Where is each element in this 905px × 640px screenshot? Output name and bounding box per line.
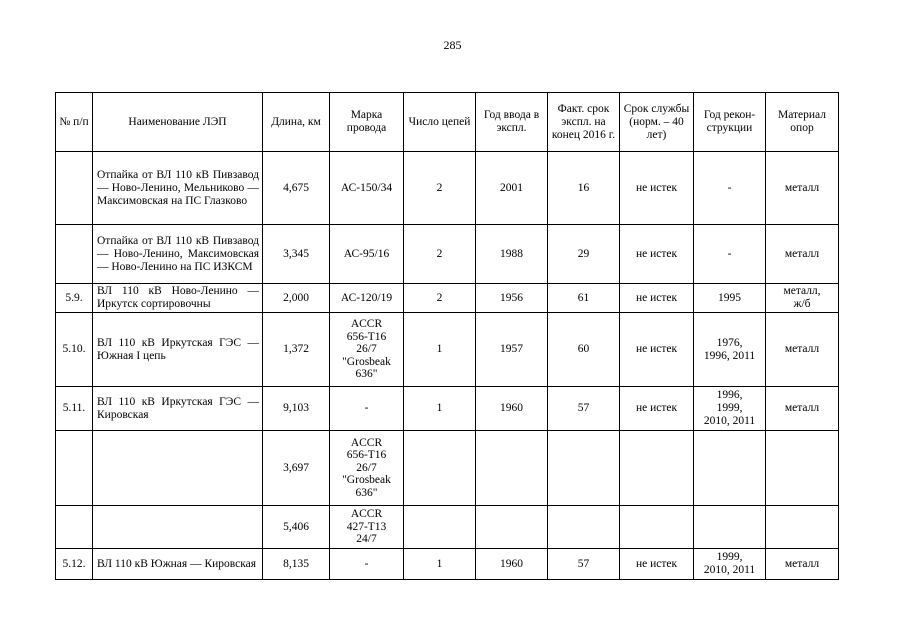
header-line-name: Наименование ЛЭП (93, 93, 263, 152)
cell-year-commissioned: 1956 (476, 284, 548, 313)
cell-circuits: 2 (404, 284, 476, 313)
table-row (56, 313, 839, 387)
cell-line-name: ВЛ 110 кВ Иркутская ГЭС — Кировская (93, 387, 263, 431)
cell-year-commissioned (476, 431, 548, 506)
cell-service-life: не истек (620, 313, 694, 387)
cell-line-name: ВЛ 110 кВ Южная — Кировская (93, 549, 263, 580)
cell-wire-brand: - (330, 549, 404, 580)
cell-service-life: не истек (620, 387, 694, 431)
cell-wire-brand: ACCR 656-T16 26/7 "Grosbeak 636" (330, 431, 404, 506)
cell-reconstruction-year: 1976, 1996, 2011 (694, 313, 766, 387)
cell-year-commissioned: 2001 (476, 152, 548, 225)
cell-length: 2,000 (263, 284, 330, 313)
power-lines-table (55, 92, 839, 580)
cell-length: 3,697 (263, 431, 330, 506)
cell-circuits: 2 (404, 152, 476, 225)
table-row (56, 152, 839, 225)
cell-actual-service: 16 (548, 152, 620, 225)
header-support-material: Материал опор (766, 93, 839, 152)
cell-reconstruction-year (694, 431, 766, 506)
cell-number (56, 152, 93, 225)
header-wire-brand: Марка провода (330, 93, 404, 152)
cell-length: 3,345 (263, 225, 330, 284)
cell-actual-service (548, 431, 620, 506)
cell-circuits: 1 (404, 313, 476, 387)
cell-line-name: Отпайка от ВЛ 110 кВ Пивзавод — Ново-Ленино, Мельниково — Максимовская на ПС Глазково (93, 152, 263, 225)
cell-service-life: не истек (620, 152, 694, 225)
cell-support-material: металл, ж/б (766, 284, 839, 313)
cell-wire-brand: - (330, 387, 404, 431)
cell-actual-service: 61 (548, 284, 620, 313)
cell-reconstruction-year: 1995 (694, 284, 766, 313)
cell-reconstruction-year (694, 506, 766, 549)
cell-number: 5.12. (56, 549, 93, 580)
cell-support-material: металл (766, 313, 839, 387)
cell-number: 5.11. (56, 387, 93, 431)
cell-support-material (766, 431, 839, 506)
header-reconstruction-year: Год рекон- струкции (694, 93, 766, 152)
cell-line-name: ВЛ 110 кВ Иркутская ГЭС — Южная I цепь (93, 313, 263, 387)
header-circuits: Число цепей (404, 93, 476, 152)
cell-reconstruction-year: 1999, 2010, 2011 (694, 549, 766, 580)
cell-wire-brand: ACCR 427-T13 24/7 (330, 506, 404, 549)
table-header-row (56, 93, 839, 152)
cell-line-name (93, 506, 263, 549)
cell-actual-service: 57 (548, 387, 620, 431)
cell-actual-service (548, 506, 620, 549)
cell-service-life (620, 506, 694, 549)
table-row (56, 387, 839, 431)
cell-support-material: металл (766, 387, 839, 431)
header-actual-service: Факт. срок экспл. на конец 2016 г. (548, 93, 620, 152)
cell-service-life: не истек (620, 284, 694, 313)
cell-wire-brand: ACCR 656-T16 26/7 "Grosbeak 636" (330, 313, 404, 387)
cell-year-commissioned: 1960 (476, 387, 548, 431)
cell-support-material: металл (766, 225, 839, 284)
table-row (56, 431, 839, 506)
cell-number (56, 506, 93, 549)
cell-year-commissioned: 1988 (476, 225, 548, 284)
header-number: № п/п (56, 93, 93, 152)
cell-circuits (404, 431, 476, 506)
cell-circuits: 1 (404, 387, 476, 431)
page-number: 285 (443, 38, 462, 52)
cell-actual-service: 60 (548, 313, 620, 387)
cell-number: 5.9. (56, 284, 93, 313)
cell-year-commissioned: 1957 (476, 313, 548, 387)
cell-number: 5.10. (56, 313, 93, 387)
cell-support-material: металл (766, 549, 839, 580)
cell-actual-service: 57 (548, 549, 620, 580)
cell-wire-brand: АС-150/34 (330, 152, 404, 225)
cell-actual-service: 29 (548, 225, 620, 284)
table-row (56, 225, 839, 284)
cell-length: 5,406 (263, 506, 330, 549)
cell-reconstruction-year: - (694, 152, 766, 225)
cell-length: 8,135 (263, 549, 330, 580)
cell-wire-brand: АС-120/19 (330, 284, 404, 313)
header-year-commissioned: Год ввода в экспл. (476, 93, 548, 152)
table-row (56, 549, 839, 580)
cell-year-commissioned: 1960 (476, 549, 548, 580)
cell-wire-brand: АС-95/16 (330, 225, 404, 284)
cell-number (56, 431, 93, 506)
header-length: Длина, км (263, 93, 330, 152)
cell-line-name: ВЛ 110 кВ Ново-Ленино — Иркутск сортировочны (93, 284, 263, 313)
cell-length: 4,675 (263, 152, 330, 225)
cell-circuits: 2 (404, 225, 476, 284)
cell-reconstruction-year: - (694, 225, 766, 284)
header-service-life: Срок службы (норм. – 40 лет) (620, 93, 694, 152)
table-row (56, 284, 839, 313)
cell-year-commissioned (476, 506, 548, 549)
cell-support-material: металл (766, 152, 839, 225)
cell-line-name (93, 431, 263, 506)
cell-reconstruction-year: 1996, 1999, 2010, 2011 (694, 387, 766, 431)
cell-line-name: Отпайка от ВЛ 110 кВ Пивзавод — Ново-Ленино, Максимовская — Ново-Ленино на ПС ИЗКСМ (93, 225, 263, 284)
cell-length: 1,372 (263, 313, 330, 387)
cell-service-life (620, 431, 694, 506)
cell-circuits: 1 (404, 549, 476, 580)
table-row (56, 506, 839, 549)
cell-support-material (766, 506, 839, 549)
cell-service-life: не истек (620, 549, 694, 580)
cell-circuits (404, 506, 476, 549)
cell-length: 9,103 (263, 387, 330, 431)
cell-number (56, 225, 93, 284)
cell-service-life: не истек (620, 225, 694, 284)
